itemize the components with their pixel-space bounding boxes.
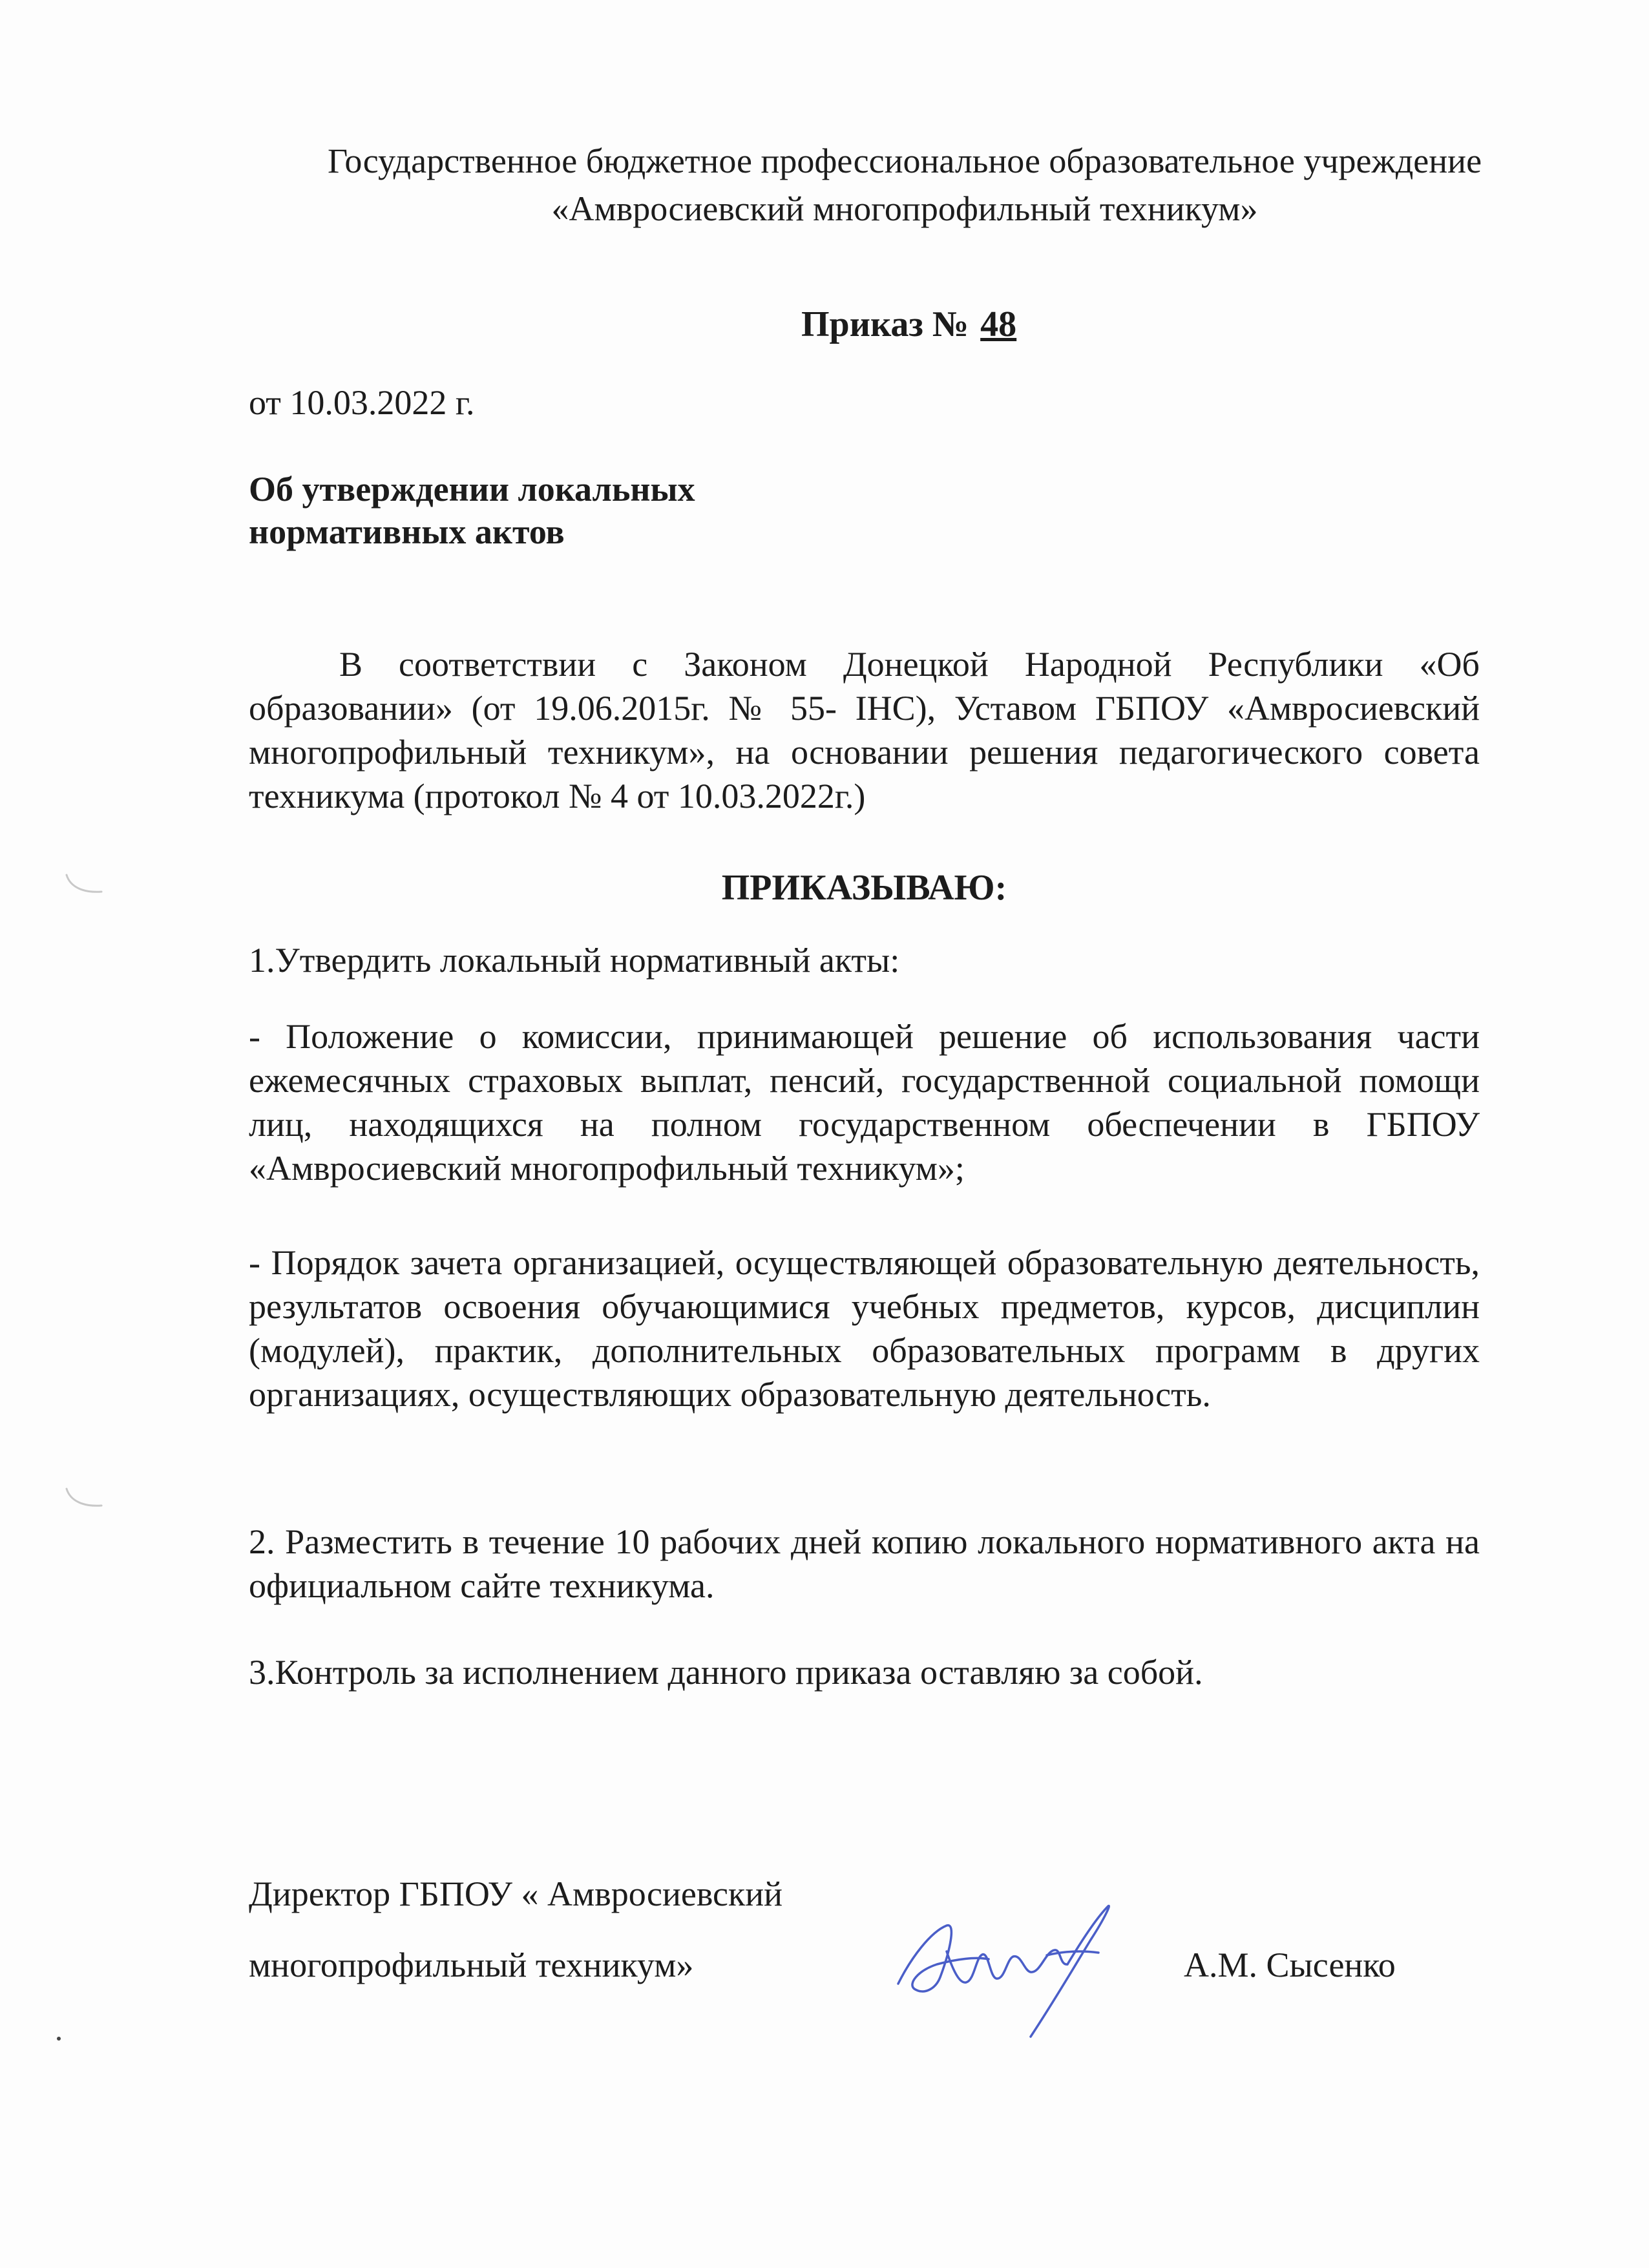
director-name: А.М. Сысенко xyxy=(1184,1946,1396,1984)
order-item-3: 3.Контроль за исполнением данного приказа оставляю за собой. xyxy=(249,1653,1203,1692)
order-number: 48 xyxy=(980,304,1017,344)
order-item-2: 2. Разместить в течение 10 рабочих дней копию локального нормативного акта на официальном сайте техникума. xyxy=(249,1522,1480,1605)
director-position-line-2: многопрофильный техникум» xyxy=(249,1946,694,1984)
director-position-line-1: Директор ГБПОУ « Амвросиевский xyxy=(249,1874,783,1913)
institution-header xyxy=(194,137,1615,233)
decree-heading: ПРИКАЗЫВАЮ: xyxy=(721,868,1007,908)
order-subject-line-1: Об утверждении локальных xyxy=(249,470,695,509)
order-date: от 10.03.2022 г. xyxy=(249,383,475,422)
order-subject xyxy=(249,468,695,553)
preamble-paragraph: В соответствии с Законом Донецкой Народной Республики «Об образовании» (от 19.06.2015г. № 55- IНС), Уставом ГБПОУ «Амвросиевский многопрофильный техникум», на основании решения педагогического совета техникума (протокол № 4 от 10.03.2022г.) xyxy=(249,645,1480,815)
director-position xyxy=(249,1858,782,2000)
institution-line-1: Государственное бюджетное профессиональное образовательное учреждение xyxy=(327,142,1482,180)
order-item-1: 1.Утвердить локальный нормативный акты: xyxy=(249,941,900,980)
order-item-1-subitem-commission: - Положение о комиссии, принимающей решение об использования части ежемесячных страховых выплат, пенсий, государственной социальной помощи лиц, находящихся на полном государственном обеспечении в ГБПОУ «Амвросиевский многопрофильный техникум»; xyxy=(249,1017,1480,1188)
scan-artifact-mark xyxy=(61,1486,107,1512)
order-subject-line-2: нормативных актов xyxy=(249,512,565,551)
order-title-prefix: Приказ № xyxy=(801,304,969,344)
handwritten-signature xyxy=(885,1887,1118,2042)
scan-artifact-mark xyxy=(61,872,107,898)
order-item-1-subitem-credit-procedure: - Порядок зачета организацией, осуществляющей образовательную деятельность, результатов освоения обучающимися учебных предметов, курсов, дисциплин (модулей), практик, дополнительных образовательных программ в других организациях, осуществляющих образовательную деятельность. xyxy=(249,1243,1480,1414)
scan-artifact-dot xyxy=(56,2035,62,2042)
institution-line-2: «Амвросиевский многопрофильный техникум» xyxy=(551,189,1258,228)
order-title xyxy=(801,304,1016,345)
